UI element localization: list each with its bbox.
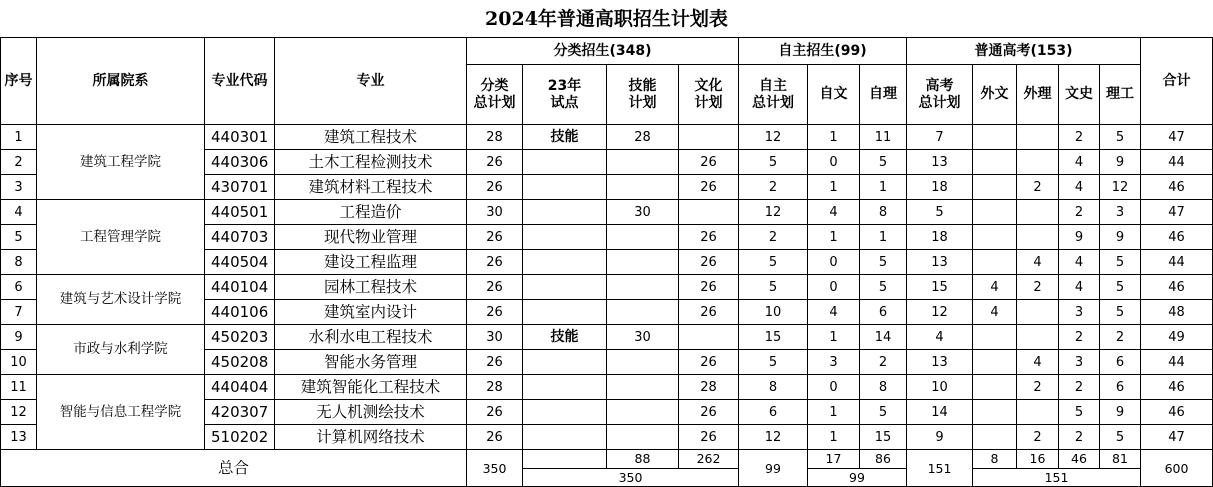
row-total: 44 xyxy=(1141,350,1213,375)
row-wh xyxy=(679,325,739,350)
row-code: 510202 xyxy=(205,425,275,450)
summary-zl-sum: 86 xyxy=(860,450,907,469)
row-zl: 11 xyxy=(860,125,907,150)
header-group-gaokao: 普通高考(153) xyxy=(907,38,1141,65)
header-group-classified: 分类招生(348) xyxy=(467,38,739,65)
row-code: 450208 xyxy=(205,350,275,375)
summary-empty-23 xyxy=(523,450,607,469)
row-zl: 5 xyxy=(860,275,907,300)
row-jn: 30 xyxy=(607,200,679,225)
row-lg: 5 xyxy=(1100,300,1141,325)
row-code: 420307 xyxy=(205,400,275,425)
row-ws: 5 xyxy=(1059,400,1100,425)
row-seq: 13 xyxy=(0,425,37,450)
row-lg: 6 xyxy=(1100,350,1141,375)
header-zz-total: 自主 总计划 xyxy=(739,65,808,125)
row-ww xyxy=(973,175,1017,200)
row-seq: 11 xyxy=(0,375,37,400)
row-zl: 5 xyxy=(860,400,907,425)
header-pt-ww: 外文 xyxy=(973,65,1017,125)
header-pt-li: 理工 xyxy=(1100,65,1141,125)
row-zw: 4 xyxy=(808,200,860,225)
row-seq: 9 xyxy=(0,325,37,350)
row-t23 xyxy=(523,225,607,250)
row-zw: 1 xyxy=(808,125,860,150)
row-zz: 15 xyxy=(739,325,808,350)
row-major: 无人机测绘技术 xyxy=(275,400,467,425)
row-code: 440104 xyxy=(205,275,275,300)
row-gk: 18 xyxy=(907,175,973,200)
row-ws: 3 xyxy=(1059,350,1100,375)
row-t23 xyxy=(523,350,607,375)
department-cell: 市政与水利学院 xyxy=(37,325,205,375)
header-zz-zw: 自文 xyxy=(808,65,860,125)
row-ww xyxy=(973,150,1017,175)
row-code: 440703 xyxy=(205,225,275,250)
row-code: 440404 xyxy=(205,375,275,400)
row-wh: 26 xyxy=(679,300,739,325)
row-lg: 5 xyxy=(1100,250,1141,275)
row-ws: 4 xyxy=(1059,175,1100,200)
row-gk: 12 xyxy=(907,300,973,325)
row-zz: 12 xyxy=(739,200,808,225)
summary-classified-combined: 350 xyxy=(523,469,739,487)
row-wl xyxy=(1017,400,1059,425)
row-ww xyxy=(973,325,1017,350)
row-seq: 4 xyxy=(0,200,37,225)
row-zz: 10 xyxy=(739,300,808,325)
row-zz: 5 xyxy=(739,150,808,175)
header-group-independent: 自主招生(99) xyxy=(739,38,907,65)
row-zl: 5 xyxy=(860,250,907,275)
row-wh xyxy=(679,125,739,150)
row-wl: 4 xyxy=(1017,350,1059,375)
header-seq: 序号 xyxy=(0,38,37,125)
row-major: 土木工程检测技术 xyxy=(275,150,467,175)
row-wh: 26 xyxy=(679,225,739,250)
summary-ww-sum: 8 xyxy=(973,450,1017,469)
row-major: 计算机网络技术 xyxy=(275,425,467,450)
row-ws: 2 xyxy=(1059,125,1100,150)
row-code: 440106 xyxy=(205,300,275,325)
row-fl: 30 xyxy=(467,325,523,350)
row-ww xyxy=(973,425,1017,450)
summary-grand-total: 600 xyxy=(1141,450,1213,487)
row-jn: 30 xyxy=(607,325,679,350)
row-wl: 2 xyxy=(1017,175,1059,200)
row-lg: 12 xyxy=(1100,175,1141,200)
row-wl xyxy=(1017,150,1059,175)
row-code: 430701 xyxy=(205,175,275,200)
row-zw: 1 xyxy=(808,225,860,250)
row-total: 47 xyxy=(1141,200,1213,225)
row-zw: 0 xyxy=(808,250,860,275)
row-ws: 2 xyxy=(1059,325,1100,350)
row-code: 440504 xyxy=(205,250,275,275)
row-gk: 5 xyxy=(907,200,973,225)
row-t23 xyxy=(523,425,607,450)
row-lg: 9 xyxy=(1100,225,1141,250)
row-fl: 26 xyxy=(467,300,523,325)
row-jn xyxy=(607,175,679,200)
row-fl: 26 xyxy=(467,425,523,450)
summary-gaokao-combined: 151 xyxy=(973,469,1141,487)
row-t23 xyxy=(523,200,607,225)
row-lg: 9 xyxy=(1100,150,1141,175)
row-t23 xyxy=(523,250,607,275)
row-gk: 13 xyxy=(907,150,973,175)
row-zw: 1 xyxy=(808,425,860,450)
row-total: 44 xyxy=(1141,250,1213,275)
row-fl: 26 xyxy=(467,250,523,275)
row-wl xyxy=(1017,200,1059,225)
row-gk: 14 xyxy=(907,400,973,425)
row-ww xyxy=(973,350,1017,375)
row-lg: 6 xyxy=(1100,375,1141,400)
row-zz: 8 xyxy=(739,375,808,400)
row-zw: 0 xyxy=(808,275,860,300)
row-fl: 30 xyxy=(467,200,523,225)
row-zz: 2 xyxy=(739,175,808,200)
row-t23 xyxy=(523,375,607,400)
row-ww xyxy=(973,250,1017,275)
row-total: 46 xyxy=(1141,225,1213,250)
row-zz: 5 xyxy=(739,350,808,375)
row-seq: 6 xyxy=(0,275,37,300)
row-major: 现代物业管理 xyxy=(275,225,467,250)
row-t23: 技能 xyxy=(523,125,607,150)
header-pt-wen: 文史 xyxy=(1059,65,1100,125)
row-ws: 2 xyxy=(1059,200,1100,225)
row-fl: 26 xyxy=(467,225,523,250)
row-total: 48 xyxy=(1141,300,1213,325)
row-wl: 2 xyxy=(1017,275,1059,300)
department-cell: 智能与信息工程学院 xyxy=(37,375,205,450)
row-total: 46 xyxy=(1141,275,1213,300)
row-ws: 4 xyxy=(1059,150,1100,175)
row-ww: 4 xyxy=(973,275,1017,300)
row-wh: 26 xyxy=(679,400,739,425)
summary-classified-total: 350 xyxy=(467,450,523,487)
row-wl xyxy=(1017,300,1059,325)
row-t23 xyxy=(523,300,607,325)
summary-zw-sum: 17 xyxy=(808,450,860,469)
row-major: 水利水电工程技术 xyxy=(275,325,467,350)
row-major: 建筑工程技术 xyxy=(275,125,467,150)
row-code: 440301 xyxy=(205,125,275,150)
header-major: 专业 xyxy=(275,38,467,125)
summary-ws-sum: 46 xyxy=(1059,450,1100,469)
header-fl-23: 23年 试点 xyxy=(523,65,607,125)
page-title: 2024年普通高职招生计划表 xyxy=(0,0,1213,38)
row-major: 建筑室内设计 xyxy=(275,300,467,325)
header-dept: 所属院系 xyxy=(37,38,205,125)
row-ww: 4 xyxy=(973,300,1017,325)
row-major: 建设工程监理 xyxy=(275,250,467,275)
row-zl: 8 xyxy=(860,375,907,400)
row-wh: 26 xyxy=(679,150,739,175)
row-ws: 9 xyxy=(1059,225,1100,250)
row-total: 46 xyxy=(1141,400,1213,425)
row-zl: 1 xyxy=(860,175,907,200)
row-wh: 26 xyxy=(679,250,739,275)
row-ws: 3 xyxy=(1059,300,1100,325)
row-zl: 8 xyxy=(860,200,907,225)
row-zw: 1 xyxy=(808,175,860,200)
department-cell: 工程管理学院 xyxy=(37,200,205,275)
row-major: 工程造价 xyxy=(275,200,467,225)
row-lg: 5 xyxy=(1100,125,1141,150)
header-fl-total: 分类 总计划 xyxy=(467,65,523,125)
row-zz: 5 xyxy=(739,250,808,275)
row-ws: 2 xyxy=(1059,425,1100,450)
row-major: 建筑智能化工程技术 xyxy=(275,375,467,400)
row-zl: 15 xyxy=(860,425,907,450)
row-gk: 13 xyxy=(907,250,973,275)
header-pt-total: 高考 总计划 xyxy=(907,65,973,125)
row-ww xyxy=(973,125,1017,150)
summary-lg-sum: 81 xyxy=(1100,450,1141,469)
row-wh: 26 xyxy=(679,175,739,200)
row-total: 46 xyxy=(1141,375,1213,400)
row-jn: 28 xyxy=(607,125,679,150)
row-fl: 28 xyxy=(467,375,523,400)
row-jn xyxy=(607,250,679,275)
row-ww xyxy=(973,400,1017,425)
row-major: 智能水务管理 xyxy=(275,350,467,375)
summary-culture-sum: 262 xyxy=(679,450,739,469)
row-jn xyxy=(607,225,679,250)
row-zz: 2 xyxy=(739,225,808,250)
row-fl: 26 xyxy=(467,150,523,175)
summary-label: 总合 xyxy=(0,450,467,487)
row-jn xyxy=(607,150,679,175)
row-total: 46 xyxy=(1141,175,1213,200)
row-fl: 26 xyxy=(467,400,523,425)
row-jn xyxy=(607,275,679,300)
row-jn xyxy=(607,400,679,425)
row-t23 xyxy=(523,175,607,200)
summary-independent-combined: 99 xyxy=(808,469,907,487)
department-cell: 建筑与艺术设计学院 xyxy=(37,275,205,325)
row-t23: 技能 xyxy=(523,325,607,350)
row-ws: 4 xyxy=(1059,250,1100,275)
header-pt-wl: 外理 xyxy=(1017,65,1059,125)
row-wh: 26 xyxy=(679,350,739,375)
row-zw: 4 xyxy=(808,300,860,325)
row-total: 44 xyxy=(1141,150,1213,175)
row-seq: 1 xyxy=(0,125,37,150)
row-seq: 8 xyxy=(0,250,37,275)
row-ww xyxy=(973,225,1017,250)
row-wh: 26 xyxy=(679,275,739,300)
summary-gaokao-total: 151 xyxy=(907,450,973,487)
row-major: 园林工程技术 xyxy=(275,275,467,300)
row-fl: 26 xyxy=(467,350,523,375)
row-ww xyxy=(973,375,1017,400)
row-jn xyxy=(607,300,679,325)
row-ws: 2 xyxy=(1059,375,1100,400)
row-zw: 3 xyxy=(808,350,860,375)
row-zz: 5 xyxy=(739,275,808,300)
row-jn xyxy=(607,375,679,400)
row-jn xyxy=(607,425,679,450)
row-gk: 18 xyxy=(907,225,973,250)
row-t23 xyxy=(523,275,607,300)
row-code: 450203 xyxy=(205,325,275,350)
row-seq: 12 xyxy=(0,400,37,425)
row-ww xyxy=(973,200,1017,225)
row-wh: 28 xyxy=(679,375,739,400)
row-gk: 9 xyxy=(907,425,973,450)
row-zw: 0 xyxy=(808,150,860,175)
row-seq: 10 xyxy=(0,350,37,375)
row-lg: 5 xyxy=(1100,425,1141,450)
row-gk: 10 xyxy=(907,375,973,400)
header-fl-wh: 文化 计划 xyxy=(679,65,739,125)
row-major: 建筑材料工程技术 xyxy=(275,175,467,200)
row-zz: 12 xyxy=(739,125,808,150)
row-gk: 7 xyxy=(907,125,973,150)
row-zl: 1 xyxy=(860,225,907,250)
row-ws: 4 xyxy=(1059,275,1100,300)
row-wh xyxy=(679,200,739,225)
row-fl: 28 xyxy=(467,125,523,150)
row-zl: 6 xyxy=(860,300,907,325)
row-lg: 9 xyxy=(1100,400,1141,425)
row-total: 47 xyxy=(1141,125,1213,150)
row-total: 49 xyxy=(1141,325,1213,350)
row-seq: 2 xyxy=(0,150,37,175)
summary-wl-sum: 16 xyxy=(1017,450,1059,469)
row-code: 440501 xyxy=(205,200,275,225)
header-fl-jn: 技能 计划 xyxy=(607,65,679,125)
row-fl: 26 xyxy=(467,275,523,300)
row-wl xyxy=(1017,125,1059,150)
row-code: 440306 xyxy=(205,150,275,175)
row-zz: 12 xyxy=(739,425,808,450)
row-zw: 1 xyxy=(808,325,860,350)
row-seq: 7 xyxy=(0,300,37,325)
row-zl: 14 xyxy=(860,325,907,350)
row-total: 47 xyxy=(1141,425,1213,450)
row-seq: 5 xyxy=(0,225,37,250)
header-zz-zl: 自理 xyxy=(860,65,907,125)
row-lg: 5 xyxy=(1100,275,1141,300)
row-zz: 6 xyxy=(739,400,808,425)
row-zl: 5 xyxy=(860,150,907,175)
row-gk: 4 xyxy=(907,325,973,350)
row-jn xyxy=(607,350,679,375)
row-wl: 4 xyxy=(1017,250,1059,275)
row-t23 xyxy=(523,400,607,425)
row-wl: 2 xyxy=(1017,425,1059,450)
summary-independent-total: 99 xyxy=(739,450,808,487)
row-lg: 3 xyxy=(1100,200,1141,225)
row-t23 xyxy=(523,150,607,175)
summary-skill-sum: 88 xyxy=(607,450,679,469)
row-lg: 2 xyxy=(1100,325,1141,350)
row-fl: 26 xyxy=(467,175,523,200)
row-wl xyxy=(1017,325,1059,350)
row-wl xyxy=(1017,225,1059,250)
row-zw: 1 xyxy=(808,400,860,425)
row-zl: 2 xyxy=(860,350,907,375)
row-seq: 3 xyxy=(0,175,37,200)
row-gk: 13 xyxy=(907,350,973,375)
row-wh: 26 xyxy=(679,425,739,450)
department-cell: 建筑工程学院 xyxy=(37,125,205,200)
row-wl: 2 xyxy=(1017,375,1059,400)
row-gk: 15 xyxy=(907,275,973,300)
header-total: 合计 xyxy=(1141,38,1213,125)
row-zw: 0 xyxy=(808,375,860,400)
header-code: 专业代码 xyxy=(205,38,275,125)
